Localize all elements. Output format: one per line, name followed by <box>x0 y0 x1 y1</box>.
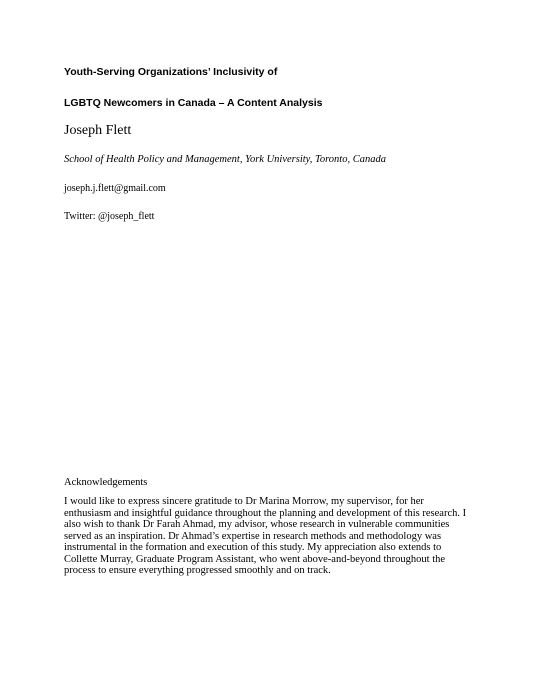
author-affiliation: School of Health Policy and Management, York University, Toronto, Canada <box>64 154 386 165</box>
acknowledgements-line: I would like to express sincere gratitude to Dr Marina Morrow, my supervisor, for her <box>64 496 424 507</box>
title-line-2: LGBTQ Newcomers in Canada – A Content Analysis <box>64 97 323 109</box>
acknowledgements-line: enthusiasm and insightful guidance throughout the planning and development of this research. I <box>64 507 467 519</box>
acknowledgements-line: served as an inspiration. Dr Ahmad’s expertise in research methods and methodology was <box>64 530 442 542</box>
acknowledgements-line: instrumental in the formation and execution of this study. My appreciation also extends to <box>64 542 442 553</box>
title-line-1: Youth-Serving Organizations’ Inclusivity of <box>64 66 278 78</box>
acknowledgements-line: process to ensure everything progressed smoothly and on track. <box>64 565 331 576</box>
acknowledgements-heading: Acknowledgements <box>64 477 148 488</box>
author-email: joseph.j.flett@gmail.com <box>64 183 166 194</box>
acknowledgements-line: Collette Murray, Graduate Program Assistant, who went above-and-beyond throughout the <box>64 553 446 565</box>
author-twitter: Twitter: @joseph_flett <box>64 211 155 222</box>
acknowledgements-line: also wish to thank Dr Farah Ahmad, my advisor, whose research in vulnerable communities <box>64 519 450 530</box>
acknowledgements-body <box>64 496 484 577</box>
author-name: Joseph Flett <box>64 123 132 138</box>
